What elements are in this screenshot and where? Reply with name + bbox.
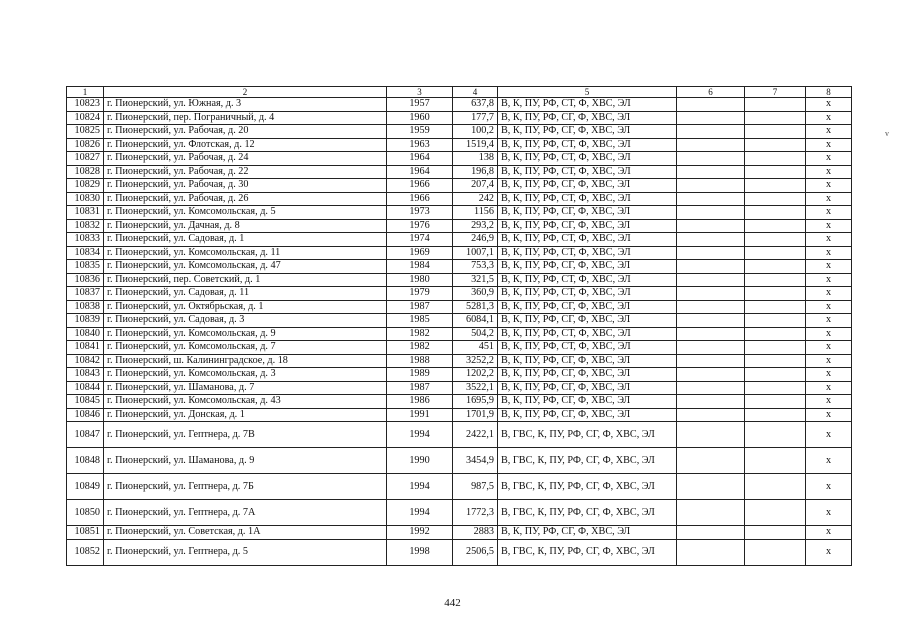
column-6-cell: [677, 179, 745, 193]
column-number-5: 5: [498, 87, 677, 98]
address-cell: г. Пионерский, пер. Советский, д. 1: [104, 273, 387, 287]
address-cell: г. Пионерский, ул. Шаманова, д. 9: [104, 448, 387, 474]
column-6-cell: [677, 233, 745, 247]
column-7-cell: [745, 179, 806, 193]
column-number-7: 7: [745, 87, 806, 98]
row-number: 10847: [67, 422, 104, 448]
column-6-cell: [677, 111, 745, 125]
column-8-cell: х: [806, 165, 852, 179]
table-row: [67, 395, 852, 409]
row-number: 10851: [67, 526, 104, 540]
row-number: 10840: [67, 327, 104, 341]
row-number: 10839: [67, 314, 104, 328]
utilities-cell: В, К, ПУ, РФ, СГ, Ф, ХВС, ЭЛ: [498, 219, 677, 233]
row-number: 10828: [67, 165, 104, 179]
address-cell: г. Пионерский, ул. Комсомольская, д. 11: [104, 246, 387, 260]
area-cell: 1519,4: [453, 138, 498, 152]
column-number-3: 3: [387, 87, 453, 98]
row-number: 10825: [67, 125, 104, 139]
column-6-cell: [677, 526, 745, 540]
column-7-cell: [745, 381, 806, 395]
address-cell: г. Пионерский, ул. Донская, д. 1: [104, 408, 387, 422]
column-6-cell: [677, 125, 745, 139]
row-number: 10834: [67, 246, 104, 260]
row-number: 10831: [67, 206, 104, 220]
column-7-cell: [745, 233, 806, 247]
column-7-cell: [745, 539, 806, 565]
utilities-cell: В, К, ПУ, РФ, СГ, Ф, ХВС, ЭЛ: [498, 300, 677, 314]
column-6-cell: [677, 368, 745, 382]
utilities-cell: В, К, ПУ, РФ, СГ, Ф, ХВС, ЭЛ: [498, 395, 677, 409]
row-number: 10843: [67, 368, 104, 382]
table-row: [67, 381, 852, 395]
column-6-cell: [677, 206, 745, 220]
area-cell: 1701,9: [453, 408, 498, 422]
table-row: [67, 246, 852, 260]
column-6-cell: [677, 395, 745, 409]
column-7-cell: [745, 125, 806, 139]
year-built-cell: 1992: [387, 526, 453, 540]
column-7-cell: [745, 474, 806, 500]
year-built-cell: 1966: [387, 179, 453, 193]
column-8-cell: х: [806, 206, 852, 220]
address-cell: г. Пионерский, ул. Комсомольская, д. 43: [104, 395, 387, 409]
table-row: [67, 422, 852, 448]
year-built-cell: 1966: [387, 192, 453, 206]
address-cell: г. Пионерский, ул. Комсомольская, д. 7: [104, 341, 387, 355]
table-row: [67, 165, 852, 179]
column-6-cell: [677, 408, 745, 422]
column-8-cell: х: [806, 381, 852, 395]
address-cell: г. Пионерский, ул. Флотская, д. 12: [104, 138, 387, 152]
year-built-cell: 1963: [387, 138, 453, 152]
area-cell: 1772,3: [453, 500, 498, 526]
table-row: [67, 206, 852, 220]
column-8-cell: х: [806, 300, 852, 314]
column-8-cell: х: [806, 98, 852, 112]
row-number: 10829: [67, 179, 104, 193]
table-row: [67, 138, 852, 152]
utilities-cell: В, К, ПУ, РФ, СГ, Ф, ХВС, ЭЛ: [498, 381, 677, 395]
column-6-cell: [677, 138, 745, 152]
row-number: 10832: [67, 219, 104, 233]
column-6-cell: [677, 300, 745, 314]
area-cell: 100,2: [453, 125, 498, 139]
table-row: [67, 192, 852, 206]
area-cell: 504,2: [453, 327, 498, 341]
column-8-cell: х: [806, 448, 852, 474]
table-row: [67, 219, 852, 233]
row-number: 10826: [67, 138, 104, 152]
row-number: 10823: [67, 98, 104, 112]
table-row: [67, 111, 852, 125]
column-8-cell: х: [806, 327, 852, 341]
row-number: 10844: [67, 381, 104, 395]
row-number: 10841: [67, 341, 104, 355]
column-7-cell: [745, 526, 806, 540]
column-8-cell: х: [806, 474, 852, 500]
year-built-cell: 1959: [387, 125, 453, 139]
utilities-cell: В, ГВС, К, ПУ, РФ, СГ, Ф, ХВС, ЭЛ: [498, 500, 677, 526]
address-cell: г. Пионерский, ш. Калининградское, д. 18: [104, 354, 387, 368]
area-cell: 1007,1: [453, 246, 498, 260]
column-7-cell: [745, 206, 806, 220]
column-number-4: 4: [453, 87, 498, 98]
utilities-cell: В, ГВС, К, ПУ, РФ, СГ, Ф, ХВС, ЭЛ: [498, 474, 677, 500]
utilities-cell: В, К, ПУ, РФ, СГ, Ф, ХВС, ЭЛ: [498, 111, 677, 125]
address-cell: г. Пионерский, ул. Советская, д. 1А: [104, 526, 387, 540]
year-built-cell: 1974: [387, 233, 453, 247]
area-cell: 3522,1: [453, 381, 498, 395]
table-row: [67, 287, 852, 301]
column-8-cell: х: [806, 233, 852, 247]
row-number: 10827: [67, 152, 104, 166]
year-built-cell: 1994: [387, 422, 453, 448]
year-built-cell: 1985: [387, 314, 453, 328]
column-6-cell: [677, 448, 745, 474]
column-6-cell: [677, 539, 745, 565]
address-cell: г. Пионерский, ул. Рабочая, д. 26: [104, 192, 387, 206]
column-7-cell: [745, 273, 806, 287]
utilities-cell: В, К, ПУ, РФ, СТ, Ф, ХВС, ЭЛ: [498, 341, 677, 355]
year-built-cell: 1982: [387, 341, 453, 355]
column-6-cell: [677, 260, 745, 274]
table-row: [67, 260, 852, 274]
year-built-cell: 1990: [387, 448, 453, 474]
column-8-cell: х: [806, 192, 852, 206]
column-7-cell: [745, 192, 806, 206]
table-row: [67, 526, 852, 540]
column-7-cell: [745, 98, 806, 112]
table-row: [67, 327, 852, 341]
column-7-cell: [745, 314, 806, 328]
address-cell: г. Пионерский, ул. Комсомольская, д. 47: [104, 260, 387, 274]
row-number: 10837: [67, 287, 104, 301]
utilities-cell: В, К, ПУ, РФ, СТ, Ф, ХВС, ЭЛ: [498, 233, 677, 247]
utilities-cell: В, К, ПУ, РФ, СТ, Ф, ХВС, ЭЛ: [498, 152, 677, 166]
utilities-cell: В, ГВС, К, ПУ, РФ, СГ, Ф, ХВС, ЭЛ: [498, 448, 677, 474]
column-8-cell: х: [806, 111, 852, 125]
column-number-1: 1: [67, 87, 104, 98]
utilities-cell: В, К, ПУ, РФ, СГ, Ф, ХВС, ЭЛ: [498, 368, 677, 382]
column-6-cell: [677, 422, 745, 448]
year-built-cell: 1988: [387, 354, 453, 368]
column-7-cell: [745, 422, 806, 448]
utilities-cell: В, К, ПУ, РФ, СТ, Ф, ХВС, ЭЛ: [498, 192, 677, 206]
column-7-cell: [745, 246, 806, 260]
column-6-cell: [677, 98, 745, 112]
column-8-cell: х: [806, 287, 852, 301]
address-cell: г. Пионерский, ул. Рабочая, д. 22: [104, 165, 387, 179]
year-built-cell: 1960: [387, 111, 453, 125]
column-8-cell: х: [806, 260, 852, 274]
column-8-cell: х: [806, 341, 852, 355]
table-row: [67, 125, 852, 139]
column-7-cell: [745, 500, 806, 526]
utilities-cell: В, К, ПУ, РФ, СГ, Ф, ХВС, ЭЛ: [498, 526, 677, 540]
column-number-8: 8: [806, 87, 852, 98]
address-cell: г. Пионерский, ул. Комсомольская, д. 3: [104, 368, 387, 382]
year-built-cell: 1984: [387, 260, 453, 274]
column-6-cell: [677, 287, 745, 301]
column-6-cell: [677, 314, 745, 328]
row-number: 10849: [67, 474, 104, 500]
year-built-cell: 1964: [387, 152, 453, 166]
column-6-cell: [677, 500, 745, 526]
year-built-cell: 1979: [387, 287, 453, 301]
column-7-cell: [745, 219, 806, 233]
column-7-cell: [745, 354, 806, 368]
column-8-cell: х: [806, 219, 852, 233]
address-cell: г. Пионерский, ул. Гептнера, д. 7А: [104, 500, 387, 526]
address-cell: г. Пионерский, ул. Октябрьская, д. 1: [104, 300, 387, 314]
address-cell: г. Пионерский, ул. Дачная, д. 8: [104, 219, 387, 233]
table-row: [67, 273, 852, 287]
column-8-cell: х: [806, 368, 852, 382]
area-cell: 3252,2: [453, 354, 498, 368]
column-8-cell: х: [806, 500, 852, 526]
column-6-cell: [677, 246, 745, 260]
table-row: [67, 314, 852, 328]
address-cell: г. Пионерский, ул. Гептнера, д. 7Б: [104, 474, 387, 500]
row-number: 10835: [67, 260, 104, 274]
year-built-cell: 1969: [387, 246, 453, 260]
year-built-cell: 1994: [387, 500, 453, 526]
column-6-cell: [677, 381, 745, 395]
row-number: 10842: [67, 354, 104, 368]
table-row: [67, 179, 852, 193]
area-cell: 177,7: [453, 111, 498, 125]
table-row: [67, 233, 852, 247]
column-number-row: [67, 87, 852, 98]
column-8-cell: х: [806, 539, 852, 565]
utilities-cell: В, К, ПУ, РФ, СГ, Ф, ХВС, ЭЛ: [498, 206, 677, 220]
row-number: 10830: [67, 192, 104, 206]
area-cell: 6084,1: [453, 314, 498, 328]
column-6-cell: [677, 327, 745, 341]
column-7-cell: [745, 395, 806, 409]
area-cell: 138: [453, 152, 498, 166]
year-built-cell: 1964: [387, 165, 453, 179]
row-number: 10833: [67, 233, 104, 247]
area-cell: 1695,9: [453, 395, 498, 409]
column-7-cell: [745, 327, 806, 341]
page-number: 442: [444, 597, 461, 609]
row-number: 10845: [67, 395, 104, 409]
column-number-6: 6: [677, 87, 745, 98]
utilities-cell: В, К, ПУ, РФ, СГ, Ф, ХВС, ЭЛ: [498, 125, 677, 139]
utilities-cell: В, ГВС, К, ПУ, РФ, СГ, Ф, ХВС, ЭЛ: [498, 539, 677, 565]
area-cell: 196,8: [453, 165, 498, 179]
area-cell: 1202,2: [453, 368, 498, 382]
year-built-cell: 1976: [387, 219, 453, 233]
area-cell: 1156: [453, 206, 498, 220]
area-cell: 360,9: [453, 287, 498, 301]
utilities-cell: В, К, ПУ, РФ, СГ, Ф, ХВС, ЭЛ: [498, 260, 677, 274]
year-built-cell: 1989: [387, 368, 453, 382]
year-built-cell: 1991: [387, 408, 453, 422]
area-cell: 987,5: [453, 474, 498, 500]
address-cell: г. Пионерский, ул. Комсомольская, д. 5: [104, 206, 387, 220]
year-built-cell: 1987: [387, 300, 453, 314]
area-cell: 246,9: [453, 233, 498, 247]
year-built-cell: 1998: [387, 539, 453, 565]
table-body: [67, 87, 852, 566]
column-8-cell: х: [806, 422, 852, 448]
address-cell: г. Пионерский, ул. Гептнера, д. 7В: [104, 422, 387, 448]
year-built-cell: 1987: [387, 381, 453, 395]
utilities-cell: В, К, ПУ, РФ, СТ, Ф, ХВС, ЭЛ: [498, 287, 677, 301]
column-7-cell: [745, 300, 806, 314]
column-7-cell: [745, 111, 806, 125]
table-row: [67, 300, 852, 314]
area-cell: 293,2: [453, 219, 498, 233]
utilities-cell: В, К, ПУ, РФ, СТ, Ф, ХВС, ЭЛ: [498, 327, 677, 341]
column-8-cell: х: [806, 526, 852, 540]
housing-registry-table: [66, 86, 852, 566]
column-7-cell: [745, 287, 806, 301]
column-6-cell: [677, 219, 745, 233]
utilities-cell: В, К, ПУ, РФ, СТ, Ф, ХВС, ЭЛ: [498, 246, 677, 260]
table-row: [67, 341, 852, 355]
address-cell: г. Пионерский, ул. Комсомольская, д. 9: [104, 327, 387, 341]
address-cell: г. Пионерский, ул. Садовая, д. 11: [104, 287, 387, 301]
area-cell: 753,3: [453, 260, 498, 274]
address-cell: г. Пионерский, ул. Гептнера, д. 5: [104, 539, 387, 565]
row-number: 10850: [67, 500, 104, 526]
column-6-cell: [677, 474, 745, 500]
address-cell: г. Пионерский, ул. Рабочая, д. 30: [104, 179, 387, 193]
column-6-cell: [677, 354, 745, 368]
row-number: 10852: [67, 539, 104, 565]
column-6-cell: [677, 341, 745, 355]
area-cell: 451: [453, 341, 498, 355]
column-7-cell: [745, 165, 806, 179]
utilities-cell: В, К, ПУ, РФ, СГ, Ф, ХВС, ЭЛ: [498, 179, 677, 193]
area-cell: 2506,5: [453, 539, 498, 565]
column-6-cell: [677, 273, 745, 287]
table-row: [67, 539, 852, 565]
area-cell: 637,8: [453, 98, 498, 112]
row-number: 10824: [67, 111, 104, 125]
column-6-cell: [677, 165, 745, 179]
address-cell: г. Пионерский, ул. Шаманова, д. 7: [104, 381, 387, 395]
table-row: [67, 354, 852, 368]
column-8-cell: х: [806, 395, 852, 409]
address-cell: г. Пионерский, ул. Южная, д. 3: [104, 98, 387, 112]
utilities-cell: В, К, ПУ, РФ, СТ, Ф, ХВС, ЭЛ: [498, 165, 677, 179]
column-8-cell: х: [806, 354, 852, 368]
year-built-cell: 1994: [387, 474, 453, 500]
utilities-cell: В, ГВС, К, ПУ, РФ, СГ, Ф, ХВС, ЭЛ: [498, 422, 677, 448]
area-cell: 5281,3: [453, 300, 498, 314]
column-7-cell: [745, 152, 806, 166]
address-cell: г. Пионерский, ул. Садовая, д. 1: [104, 233, 387, 247]
column-8-cell: х: [806, 273, 852, 287]
year-built-cell: 1973: [387, 206, 453, 220]
area-cell: 242: [453, 192, 498, 206]
address-cell: г. Пионерский, пер. Пограничный, д. 4: [104, 111, 387, 125]
row-number: 10838: [67, 300, 104, 314]
row-number: 10848: [67, 448, 104, 474]
column-7-cell: [745, 448, 806, 474]
column-7-cell: [745, 408, 806, 422]
column-7-cell: [745, 138, 806, 152]
utilities-cell: В, К, ПУ, РФ, СТ, Ф, ХВС, ЭЛ: [498, 98, 677, 112]
column-8-cell: х: [806, 314, 852, 328]
column-number-2: 2: [104, 87, 387, 98]
utilities-cell: В, К, ПУ, РФ, СТ, Ф, ХВС, ЭЛ: [498, 138, 677, 152]
table-row: [67, 98, 852, 112]
table-row: [67, 500, 852, 526]
year-built-cell: 1980: [387, 273, 453, 287]
row-number: 10836: [67, 273, 104, 287]
column-7-cell: [745, 368, 806, 382]
year-built-cell: 1982: [387, 327, 453, 341]
column-7-cell: [745, 341, 806, 355]
address-cell: г. Пионерский, ул. Садовая, д. 3: [104, 314, 387, 328]
column-7-cell: [745, 260, 806, 274]
table-row: [67, 448, 852, 474]
utilities-cell: В, К, ПУ, РФ, СГ, Ф, ХВС, ЭЛ: [498, 314, 677, 328]
table-row: [67, 408, 852, 422]
area-cell: 2422,1: [453, 422, 498, 448]
utilities-cell: В, К, ПУ, РФ, СГ, Ф, ХВС, ЭЛ: [498, 354, 677, 368]
column-8-cell: х: [806, 179, 852, 193]
table-row: [67, 474, 852, 500]
area-cell: 2883: [453, 526, 498, 540]
column-8-cell: х: [806, 408, 852, 422]
year-built-cell: 1957: [387, 98, 453, 112]
column-8-cell: х: [806, 152, 852, 166]
column-8-cell: х: [806, 125, 852, 139]
address-cell: г. Пионерский, ул. Рабочая, д. 20: [104, 125, 387, 139]
utilities-cell: В, К, ПУ, РФ, СГ, Ф, ХВС, ЭЛ: [498, 408, 677, 422]
area-cell: 3454,9: [453, 448, 498, 474]
utilities-cell: В, К, ПУ, РФ, СТ, Ф, ХВС, ЭЛ: [498, 273, 677, 287]
address-cell: г. Пионерский, ул. Рабочая, д. 24: [104, 152, 387, 166]
row-number: 10846: [67, 408, 104, 422]
column-8-cell: х: [806, 138, 852, 152]
table-row: [67, 368, 852, 382]
column-6-cell: [677, 152, 745, 166]
column-6-cell: [677, 192, 745, 206]
year-built-cell: 1986: [387, 395, 453, 409]
table-row: [67, 152, 852, 166]
margin-mark: v: [885, 129, 889, 138]
area-cell: 207,4: [453, 179, 498, 193]
column-8-cell: х: [806, 246, 852, 260]
area-cell: 321,5: [453, 273, 498, 287]
